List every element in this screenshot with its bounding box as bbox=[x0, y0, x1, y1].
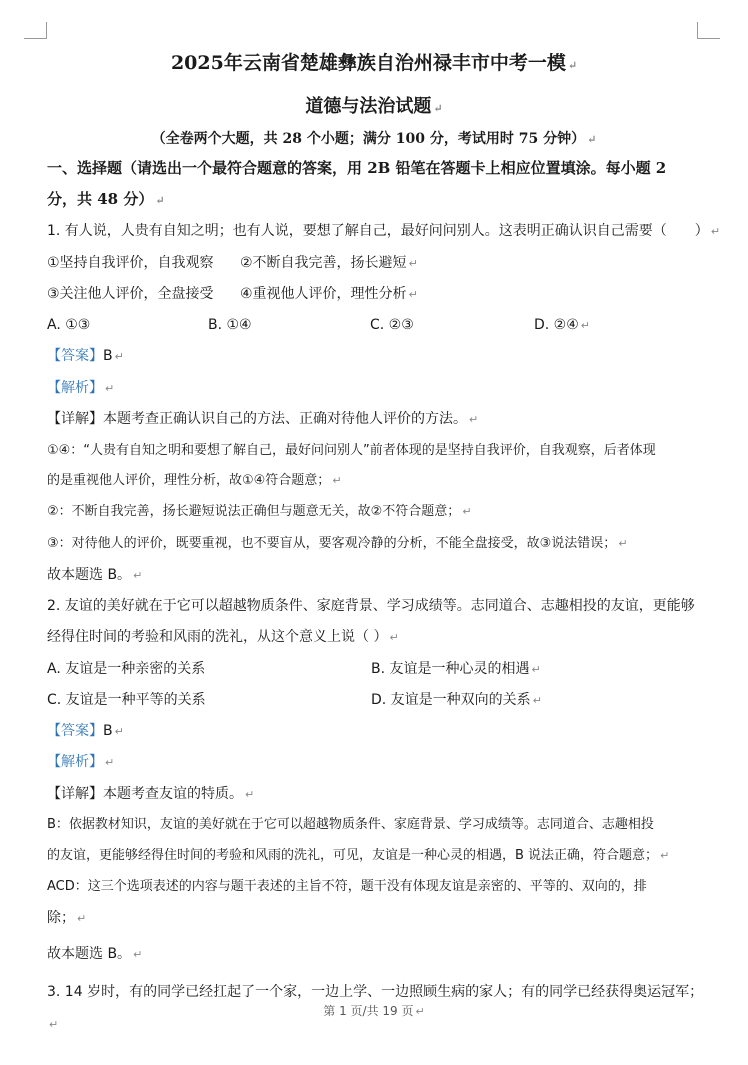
exam-instructions: （全卷两个大题，共 28 个小题；满分 100 分，考试用时 75 分钟） ↵ bbox=[151, 131, 597, 147]
paragraph-mark-icon: ↵ bbox=[433, 102, 443, 115]
paragraph-mark-icon: ↵ bbox=[332, 474, 342, 487]
paragraph-mark-icon: ↵ bbox=[660, 849, 670, 862]
q1-option-a: A. ①③ bbox=[47, 317, 91, 333]
q1-option-d: D. ②④ ↵ bbox=[534, 317, 591, 333]
paragraph-mark-icon: ↵ bbox=[710, 225, 721, 238]
question-2-stem: 2. 友谊的美好就在于它可以超越物质条件、家庭背景、学习成绩等。志同道合、志趣相投的友谊，更能够 bbox=[47, 598, 695, 614]
q2-analysis-label: 【解析】 ↵ bbox=[47, 754, 115, 770]
q1-explanation-2: ②：不断自我完善，扬长避短说法正确但与题意无关，故②不符合题意； ↵ bbox=[47, 504, 472, 519]
q1-explanation-3: ③：对待他人的评价，既要重视，也不要盲从，要客观冷静的分析，不能全盘接受，故③说法错误； ↵ bbox=[47, 536, 628, 551]
q2-option-d: D. 友谊是一种双向的关系 ↵ bbox=[371, 692, 542, 708]
q1-conclusion: 故本题选 B。 ↵ bbox=[47, 567, 143, 583]
q1-option-b: B. ①④ bbox=[208, 317, 252, 333]
document-title: 2025年云南省楚雄彝族自治州禄丰市中考一模 ↵ bbox=[170, 52, 578, 74]
question-2-stem-cont: 经得住时间的考验和风雨的洗礼，从这个意义上说（ ） ↵ bbox=[47, 629, 399, 645]
q2-detail: 【详解】本题考查友谊的特质。 ↵ bbox=[47, 786, 255, 802]
q1-item-2: ②不断自我完善，扬长避短 ↵ bbox=[240, 255, 418, 271]
page-corner-mark-top-left bbox=[24, 22, 47, 39]
q1-item-4: ④重视他人评价，理性分析 ↵ bbox=[240, 286, 418, 302]
paragraph-mark-icon: ↵ bbox=[245, 788, 255, 801]
paragraph-mark-icon: ↵ bbox=[532, 694, 542, 707]
q1-answer: 【答案】B ↵ bbox=[47, 348, 124, 364]
paragraph-mark-icon: ↵ bbox=[415, 1005, 425, 1018]
q1-option-c: C. ②③ bbox=[370, 317, 414, 333]
q1-analysis-label: 【解析】 ↵ bbox=[47, 380, 115, 396]
q2-conclusion: 故本题选 B。 ↵ bbox=[47, 946, 143, 962]
paragraph-mark-icon: ↵ bbox=[105, 756, 115, 769]
q2-option-c: C. 友谊是一种平等的关系 bbox=[47, 692, 206, 708]
q2-answer: 【答案】B ↵ bbox=[47, 723, 124, 739]
paragraph-mark-icon: ↵ bbox=[531, 663, 541, 676]
q1-item-1: ①坚持自我评价，自我观察 bbox=[47, 255, 214, 271]
section-heading: 一、选择题（请选出一个最符合题意的答案，用 2B 铅笔在答题卡上相应位置填涂。每小题 2 bbox=[47, 159, 667, 177]
question-1-stem: 1. 有人说，人贵有自知之明；也有人说，要想了解自己，最好问问别人。这表明正确认识自己需要（ ） ↵ bbox=[47, 223, 721, 239]
paragraph-mark-icon: ↵ bbox=[469, 413, 479, 426]
paragraph-mark-icon: ↵ bbox=[77, 912, 87, 925]
section-heading-continued: 分，共 48 分） ↵ bbox=[47, 190, 165, 208]
paragraph-mark-icon: ↵ bbox=[133, 948, 143, 961]
q1-explanation-1-cont: 的是重视他人评价，理性分析，故①④符合题意； ↵ bbox=[47, 473, 342, 488]
paragraph-mark-icon: ↵ bbox=[408, 257, 418, 270]
paragraph-mark-icon: ↵ bbox=[408, 288, 418, 301]
document-subtitle: 道德与法治试题 ↵ bbox=[305, 96, 443, 117]
paragraph-mark-icon: ↵ bbox=[567, 59, 578, 72]
q2-explanation-1: B：依据教材知识，友谊的美好就在于它可以超越物质条件、家庭背景、学习成绩等。志同道合、志趣相投 bbox=[47, 817, 654, 832]
question-3-stem: 3. 14 岁时，有的同学已经扛起了一个家，一边上学、一边照顾生病的家人；有的同学已经获得奥运冠军； bbox=[47, 984, 704, 1000]
page-footer: 第 1 页/共 19 页 ↵ bbox=[323, 1004, 425, 1018]
q2-option-a: A. 友谊是一种亲密的关系 bbox=[47, 661, 206, 677]
paragraph-mark-icon: ↵ bbox=[133, 569, 143, 582]
q1-detail: 【详解】本题考查正确认识自己的方法、正确对待他人评价的方法。 ↵ bbox=[47, 411, 479, 427]
page-corner-mark-top-right bbox=[697, 22, 720, 39]
paragraph-mark-icon: ↵ bbox=[389, 631, 399, 644]
paragraph-mark-icon: ↵ bbox=[618, 537, 628, 550]
paragraph-mark-icon: ↵ bbox=[587, 133, 597, 146]
paragraph-mark-icon: ↵ bbox=[49, 1018, 59, 1031]
q2-option-b: B. 友谊是一种心灵的相遇 ↵ bbox=[371, 661, 541, 677]
q1-item-3: ③关注他人评价，全盘接受 bbox=[47, 286, 214, 302]
paragraph-mark-icon: ↵ bbox=[105, 382, 115, 395]
paragraph-mark-icon: ↵ bbox=[114, 350, 124, 363]
q2-explanation-2: ACD：这三个选项表述的内容与题干表述的主旨不符，题干没有体现友谊是亲密的、平等的、双向的，排 bbox=[47, 879, 647, 894]
q2-explanation-1-cont: 的友谊，更能够经得住时间的考验和风雨的洗礼，可见，友谊是一种心灵的相遇，B 说法正确，符合题意； ↵ bbox=[47, 848, 670, 863]
q2-explanation-2-cont: 除； ↵ bbox=[47, 910, 87, 926]
paragraph-mark-icon: ↵ bbox=[155, 194, 165, 207]
paragraph-mark-icon: ↵ bbox=[580, 319, 591, 332]
paragraph-mark-icon: ↵ bbox=[114, 725, 124, 738]
paragraph-mark-icon: ↵ bbox=[462, 505, 472, 518]
q1-explanation-1: ①④：“人贵有自知之明和要想了解自己，最好问问别人”前者体现的是坚持自我评价，自我观察，后者体现 bbox=[47, 443, 656, 458]
